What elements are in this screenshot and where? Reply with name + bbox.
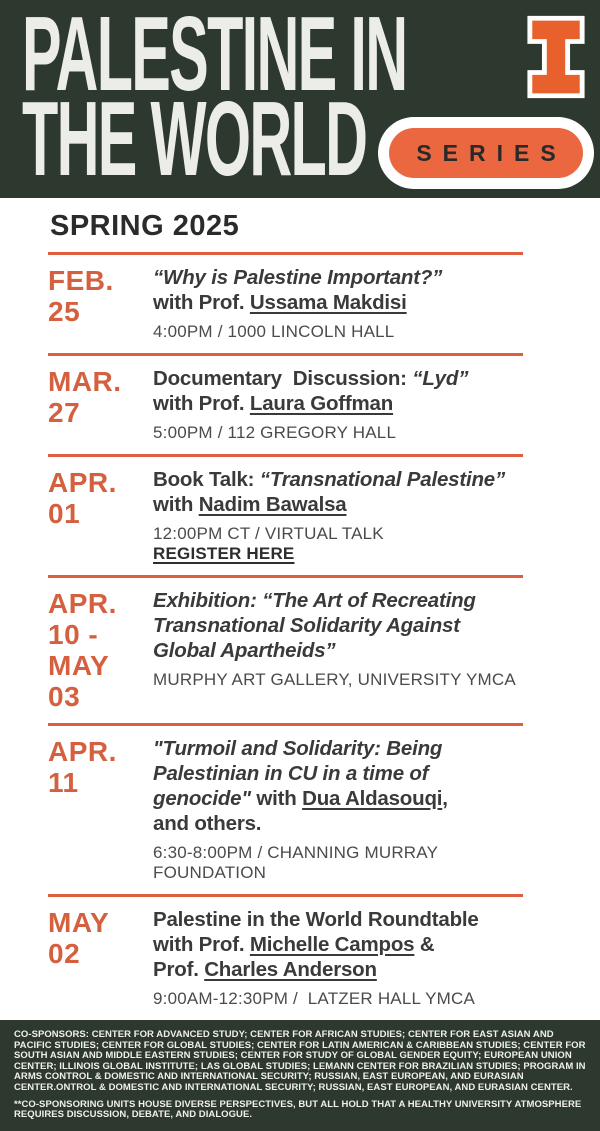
title-segment: with Prof. [153,933,250,956]
speaker-name: Dua Aldasouqi [302,787,443,810]
event-meta-line: 5:00PM / 112 GREGORY HALL [153,423,397,442]
event-details [153,366,523,443]
event-meta [153,322,523,342]
event-date [48,736,153,883]
title-segment: with Prof. [153,291,250,314]
title-segment: & [414,933,435,956]
event-date [48,265,153,342]
speaker-name: Nadim Bawalsa [198,493,347,516]
event-details [153,265,523,342]
event-date [48,907,153,1009]
title-segment: with [153,493,199,516]
event-date-line: APR. [48,588,117,619]
poster-title-line1: PALESTINE IN [22,0,407,113]
event-date [48,366,153,443]
event-date-line: MAR. [48,366,122,397]
title-segment: , [442,787,448,810]
event-date-line: 03 [48,681,81,712]
season-heading: SPRING 2025 [48,208,523,255]
title-segment: "Turmoil and Solidarity: Being [153,737,443,760]
cosponsor-note-text: **CO-SPONSORING UNITS HOUSE DIVERSE PERSPECTIVES, BUT ALL HOLD THAT A HEALTHY UNIVERSITY ATMOSPHERE REQUIRES DISCUSSION, DEBATE, AND DIALOGUE. [14,1098,582,1121]
title-segment: Transnational Solidarity Against [153,614,460,637]
event-row [48,255,523,356]
event-row [48,726,523,897]
event-meta-line: MURPHY ART GALLERY, UNIVERSITY YMCA [153,670,516,689]
title-segment: genocide" [153,787,251,810]
poster-title-line2: THE WORLD [22,80,367,198]
title-segment: Global Apartheids” [153,639,336,662]
illinois-block-i-icon [525,13,587,101]
event-date-line: 01 [48,498,81,529]
event-row [48,578,523,726]
event-date-line: 27 [48,397,81,428]
event-date-line: MAY [48,650,110,681]
event-title [153,467,523,517]
title-segment: “Transnational Palestine” [259,468,506,491]
series-badge-inner [389,128,583,178]
event-date-line: 11 [48,767,79,798]
title-segment: “Why is Palestine Important?” [153,266,443,289]
poster-footer [0,1020,600,1131]
series-badge [378,117,594,189]
event-date-line: APR. [48,736,117,767]
event-date-line: MAY [48,907,110,938]
title-segment: Palestine in the World Roundtable [153,908,479,931]
event-meta [153,843,523,883]
poster-title [22,0,407,198]
event-date-line: 02 [48,938,81,969]
event-title [153,366,523,416]
event-details [153,736,523,883]
event-meta [153,670,523,690]
event-meta [153,423,523,443]
title-segment: and others. [153,812,262,835]
event-date-line: FEB. [48,265,114,296]
cosponsors-text: CO-SPONSORS: CENTER FOR ADVANCED STUDY; CENTER FOR AFRICAN STUDIES; CENTER FOR EAST ASIAN AND PACIFIC STUDIES; CENTER FOR GLOBAL STUDIES; CENTER FOR LATIN AMERICAN & CARIBBEAN STUDIES; CENTER FOR SOUTH ASIAN AND MIDDLE EASTERN STUDIES; CENTER FOR STUDY OF GLOBAL GENDER EQUITY; EUROPEAN UNION CENTER; ILLINOIS GLOBAL INSTITUTE; LAS GLOBAL STUDIES; LEMANN CENTER FOR BRAZILIAN STUDIES; PROGRAM IN ARMS CONTROL & DOMESTIC AND INTERNATIONAL SECURITY; RUSSIAN, EAST EUROPEAN, AND EURASIAN CENTER.ONTROL & DOMESTIC AND INTERNATIONAL SECURITY; RUSSIAN, EAST EUROPEAN, AND EURASIAN CENTER. [14,1029,586,1093]
event-meta [153,989,523,1009]
series-label: SERIES [416,139,567,166]
speaker-name: Ussama Makdisi [249,291,407,314]
speaker-name: Laura Goffman [249,392,394,415]
event-meta-line: 6:30-8:00PM / CHANNING MURRAY FOUNDATION [153,843,438,882]
title-segment: “Lyd” [412,367,469,390]
events-list [48,255,523,1020]
event-details [153,907,523,1009]
event-title [153,588,523,663]
speaker-name: Charles Anderson [204,958,377,981]
event-title [153,265,523,315]
events-section [0,198,600,1020]
event-row [48,897,523,1020]
event-date-line: APR. [48,467,117,498]
speaker-name: Michelle Campos [249,933,415,956]
title-segment: Documentary Discussion: [153,367,413,390]
title-segment: Book Talk: [153,468,260,491]
title-segment: Exhibition: “The Art of Recreating [153,589,476,612]
poster-header [0,0,600,198]
event-details [153,588,523,712]
event-details [153,467,523,564]
event-meta [153,524,523,564]
event-date [48,588,153,712]
event-meta-line: 4:00PM / 1000 LINCOLN HALL [153,322,395,341]
event-title [153,736,523,836]
title-segment: Prof. [153,958,205,981]
event-meta-line: 12:00PM CT / VIRTUAL TALK [153,524,384,543]
event-row [48,356,523,457]
register-link[interactable]: REGISTER HERE [153,544,295,563]
event-date [48,467,153,564]
event-title [153,907,523,982]
event-date-line: 10 - [48,619,99,650]
title-segment: with [250,787,303,810]
title-segment: Palestinian in CU in a time of [153,762,429,785]
title-segment: with Prof. [153,392,250,415]
event-date-line: 25 [48,296,81,327]
event-row [48,457,523,578]
event-meta-line: 9:00AM-12:30PM / LATZER HALL YMCA [153,989,476,1008]
